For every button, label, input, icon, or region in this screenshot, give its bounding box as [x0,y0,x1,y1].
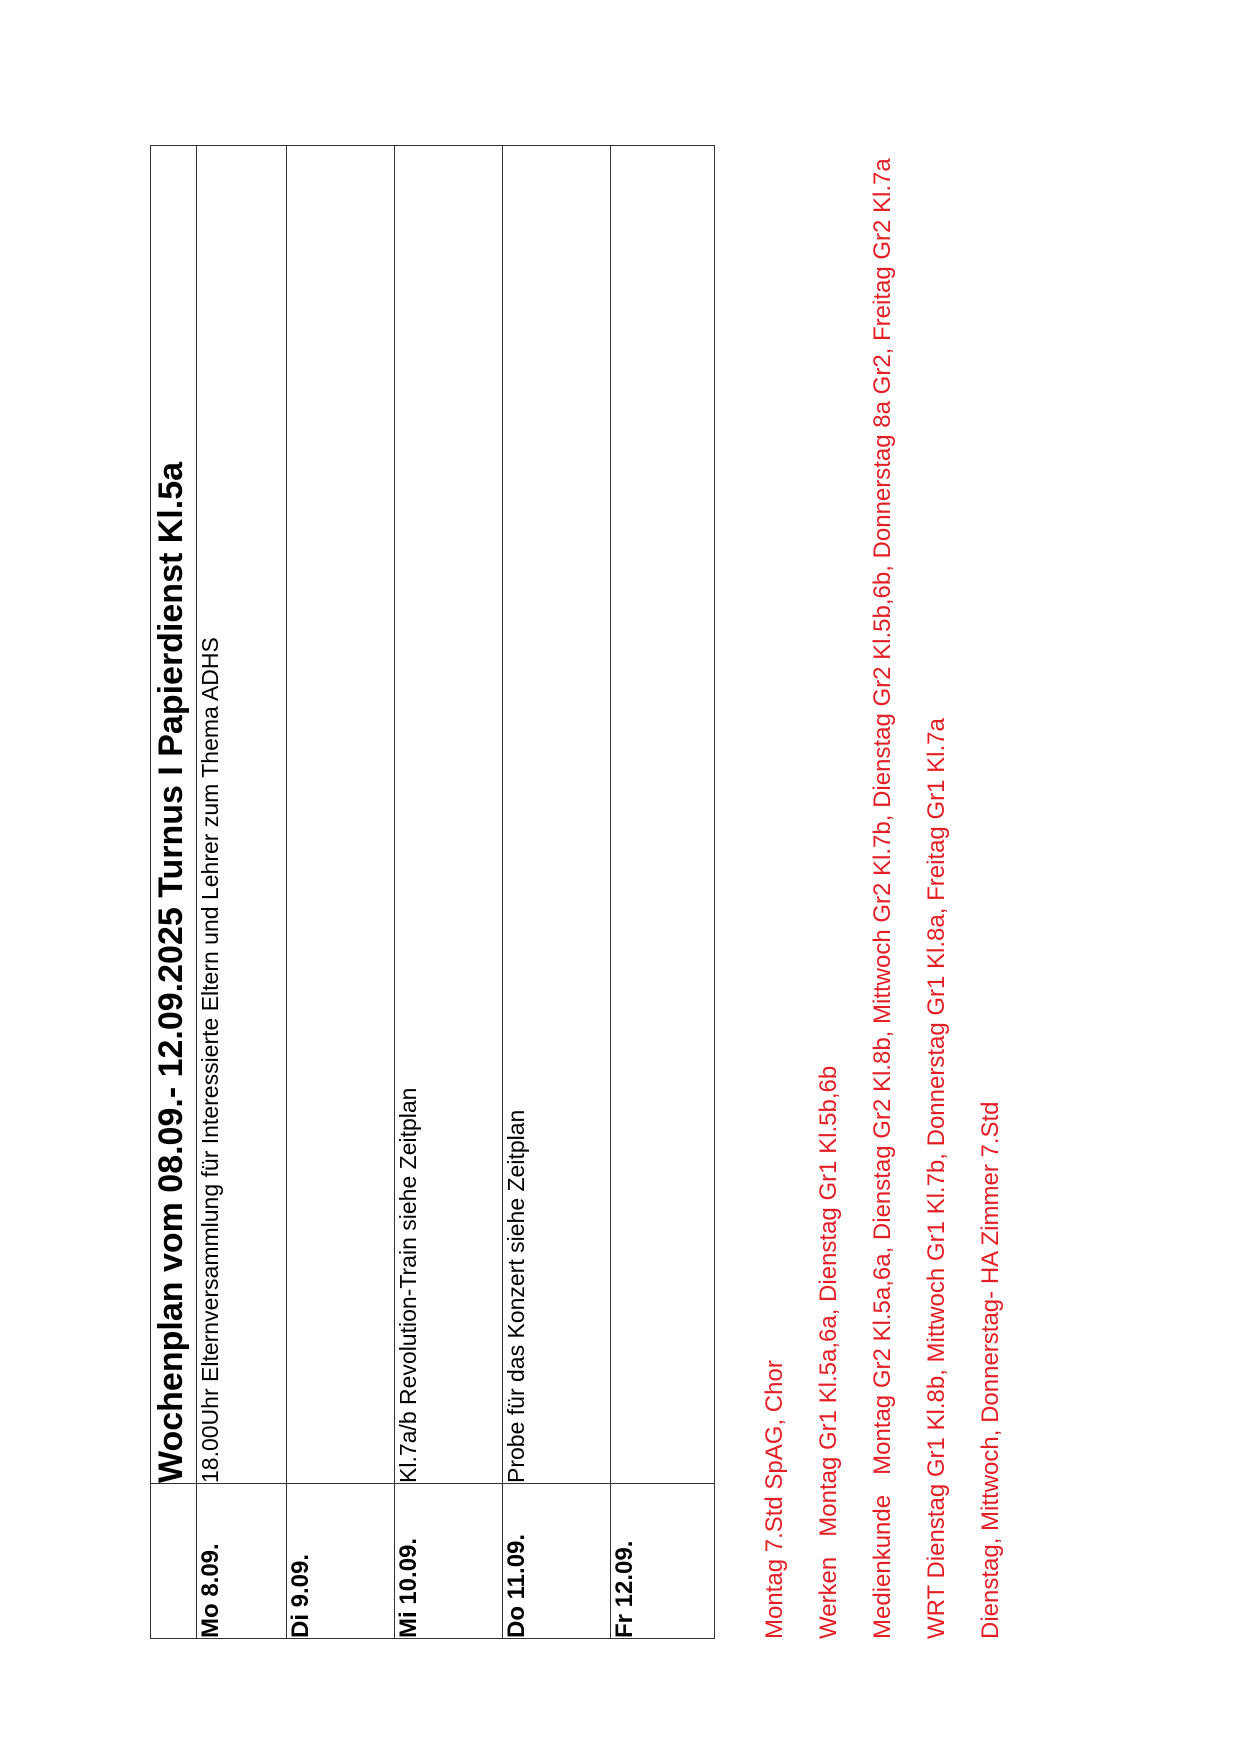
note-ha-zimmer: Dienstag, Mittwoch, Donnerstag- HA Zimmer 7.Std [977,1101,1004,1639]
note-chor: Montag 7.Std SpAG, Chor [761,1360,788,1639]
table-row [287,146,395,1639]
note-werken: Werken Montag Gr1 Kl.5a,6a, Dienstag Gr1 Kl.5b,6b [815,1065,842,1639]
header-empty-cell [151,1484,197,1639]
note-medienkunde: Medienkunde Montag Gr2 Kl.5a,6a, Dienstag Gr2 Kl.8b, Mittwoch Gr2 Kl.7b, Dienstag Gr2 Kl.5b,6b, Donnerstag 8a Gr2, Freitag Gr2 Kl.7a [869,158,896,1639]
table-header-row [151,146,197,1639]
table-row [611,146,715,1639]
entry-cell-wednesday: Kl.7a/b Revolution-Train siehe Zeitplan [395,146,503,1484]
day-cell-wednesday: Mi 10.09. [395,1484,503,1639]
entry-cell-friday [611,146,715,1484]
table-row [197,146,287,1639]
table-row [395,146,503,1639]
day-cell-tuesday: Di 9.09. [287,1484,395,1639]
note-wrt: WRT Dienstag Gr1 Kl.8b, Mittwoch Gr1 Kl.7b, Donnerstag Gr1 Kl.8a, Freitag Gr1 Kl.7a [923,718,950,1639]
day-cell-thursday: Do 11.09. [503,1484,611,1639]
day-cell-monday: Mo 8.09. [197,1484,287,1639]
table-row [503,146,611,1639]
weekly-plan-table [150,145,715,1639]
entry-cell-monday: 18.00Uhr Elternversammlung für Interessierte Eltern und Lehrer zum Thema ADHS [197,146,287,1484]
entry-cell-tuesday [287,146,395,1484]
page-title: Wochenplan vom 08.09.- 12.09.2025 Turnus I Papierdienst Kl.5a [151,146,197,1484]
day-cell-friday: Fr 12.09. [611,1484,715,1639]
notes-section [758,99,1028,1639]
entry-cell-thursday: Probe für das Konzert siehe Zeitplan [503,146,611,1484]
